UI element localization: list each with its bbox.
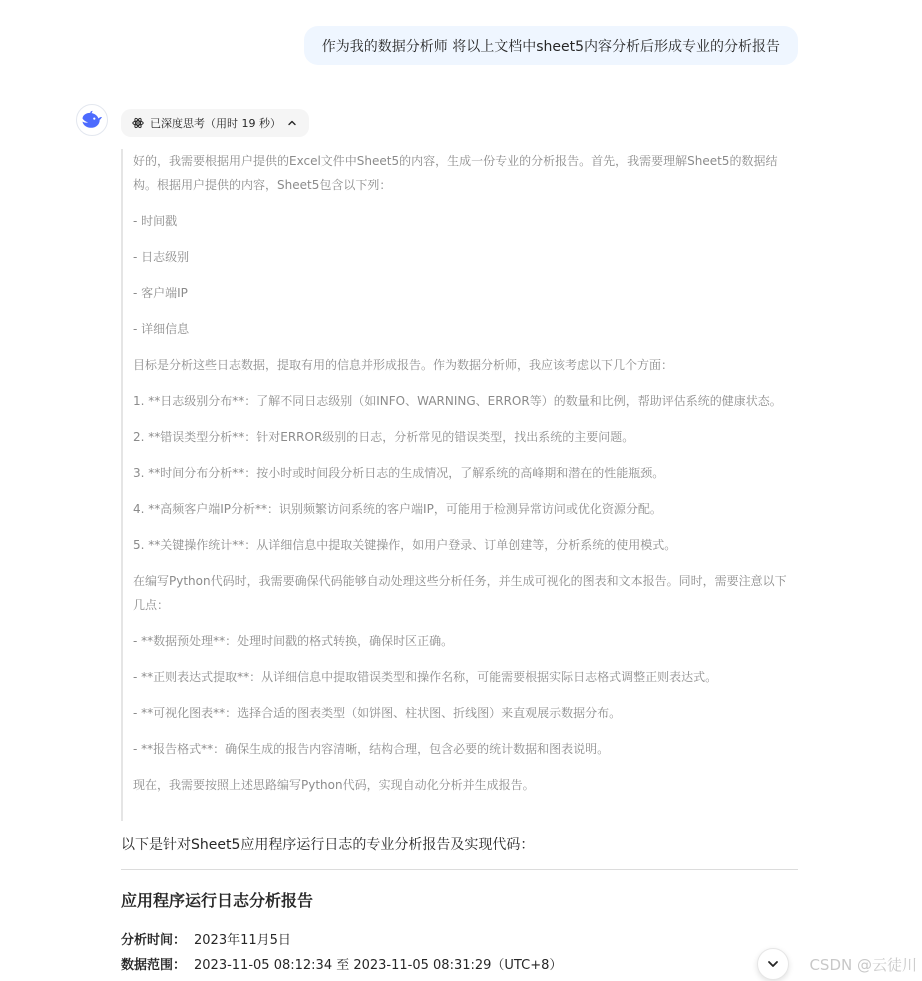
- thinking-paragraph: - 详细信息: [133, 322, 190, 336]
- thinking-content: [121, 149, 797, 821]
- chevron-up-icon: [287, 118, 297, 128]
- thinking-paragraph: 目标是分析这些日志数据，提取有用的信息并形成报告。作为数据分析师，我应该考虑以下几个方面：: [133, 358, 674, 372]
- atom-icon: [132, 117, 144, 129]
- meta-value: 2023年11月5日: [194, 933, 291, 948]
- deepseek-whale-icon: [80, 110, 104, 130]
- chevron-down-icon: [766, 957, 780, 971]
- thinking-paragraph: - **报告格式**：确保生成的报告内容清晰，结构合理，包含必要的统计数据和图表说明。: [133, 742, 610, 756]
- thinking-paragraph: 3. **时间分布分析**：按小时或时间段分析日志的生成情况，了解系统的高峰期和潜在的性能瓶颈。: [133, 466, 665, 480]
- assistant-avatar: [76, 104, 108, 136]
- thinking-paragraph: 2. **错误类型分析**：针对ERROR级别的日志，分析常见的错误类型，找出系统的主要问题。: [133, 430, 635, 444]
- meta-row-analysis-time: [121, 929, 291, 948]
- user-message-bubble: [304, 26, 798, 65]
- thinking-paragraph: 4. **高频客户端IP分析**：识别频繁访问系统的客户端IP，可能用于检测异常访问或优化资源分配。: [133, 502, 662, 516]
- scroll-to-bottom-button[interactable]: [757, 948, 789, 980]
- thinking-paragraph: 现在，我需要按照上述思路编写Python代码，实现自动化分析并生成报告。: [133, 778, 535, 792]
- thinking-paragraph: - **可视化图表**：选择合适的图表类型（如饼图、柱状图、折线图）来直观展示数据分布。: [133, 706, 622, 720]
- report-title: 应用程序运行日志分析报告: [121, 891, 314, 910]
- thinking-paragraph: - 日志级别: [133, 250, 190, 264]
- answer-intro-text: 以下是针对Sheet5应用程序运行日志的专业分析报告及实现代码：: [121, 837, 535, 853]
- thinking-paragraph: 1. **日志级别分布**：了解不同日志级别（如INFO、WARNING、ERROR等）的数量和比例，帮助评估系统的健康状态。: [133, 394, 782, 408]
- watermark: CSDN @云徒川: [809, 956, 917, 974]
- divider: [121, 869, 798, 870]
- thinking-paragraph: 在编写Python代码时，我需要确保代码能够自动处理这些分析任务，并生成可视化的图表和文本报告。同时，需要注意以下几点：: [133, 574, 787, 612]
- thinking-paragraph: - **数据预处理**：处理时间戳的格式转换，确保时区正确。: [133, 634, 454, 648]
- meta-key: 数据范围：: [121, 958, 187, 973]
- thinking-paragraph: - 时间戳: [133, 214, 178, 228]
- meta-row-data-range: [121, 954, 562, 973]
- thinking-paragraph: - **正则表达式提取**：从详细信息中提取错误类型和操作名称，可能需要根据实际日志格式调整正则表达式。: [133, 670, 718, 684]
- thinking-paragraph: 5. **关键操作统计**：从详细信息中提取关键操作，如用户登录、订单创建等，分析系统的使用模式。: [133, 538, 677, 552]
- meta-key: 分析时间：: [121, 933, 187, 948]
- thinking-paragraph: 好的，我需要根据用户提供的Excel文件中Sheet5的内容，生成一份专业的分析报告。首先，我需要理解Sheet5的数据结构。根据用户提供的内容，Sheet5包含以下列：: [133, 154, 778, 192]
- thinking-chip-label: 已深度思考（用时 19 秒）: [150, 117, 281, 130]
- user-message-text: 作为我的数据分析师 将以上文档中sheet5内容分析后形成专业的分析报告: [321, 38, 780, 55]
- thinking-paragraph: - 客户端IP: [133, 286, 188, 300]
- meta-value: 2023-11-05 08:12:34 至 2023-11-05 08:31:29（UTC+8）: [194, 958, 563, 973]
- thinking-toggle-button[interactable]: [121, 109, 309, 137]
